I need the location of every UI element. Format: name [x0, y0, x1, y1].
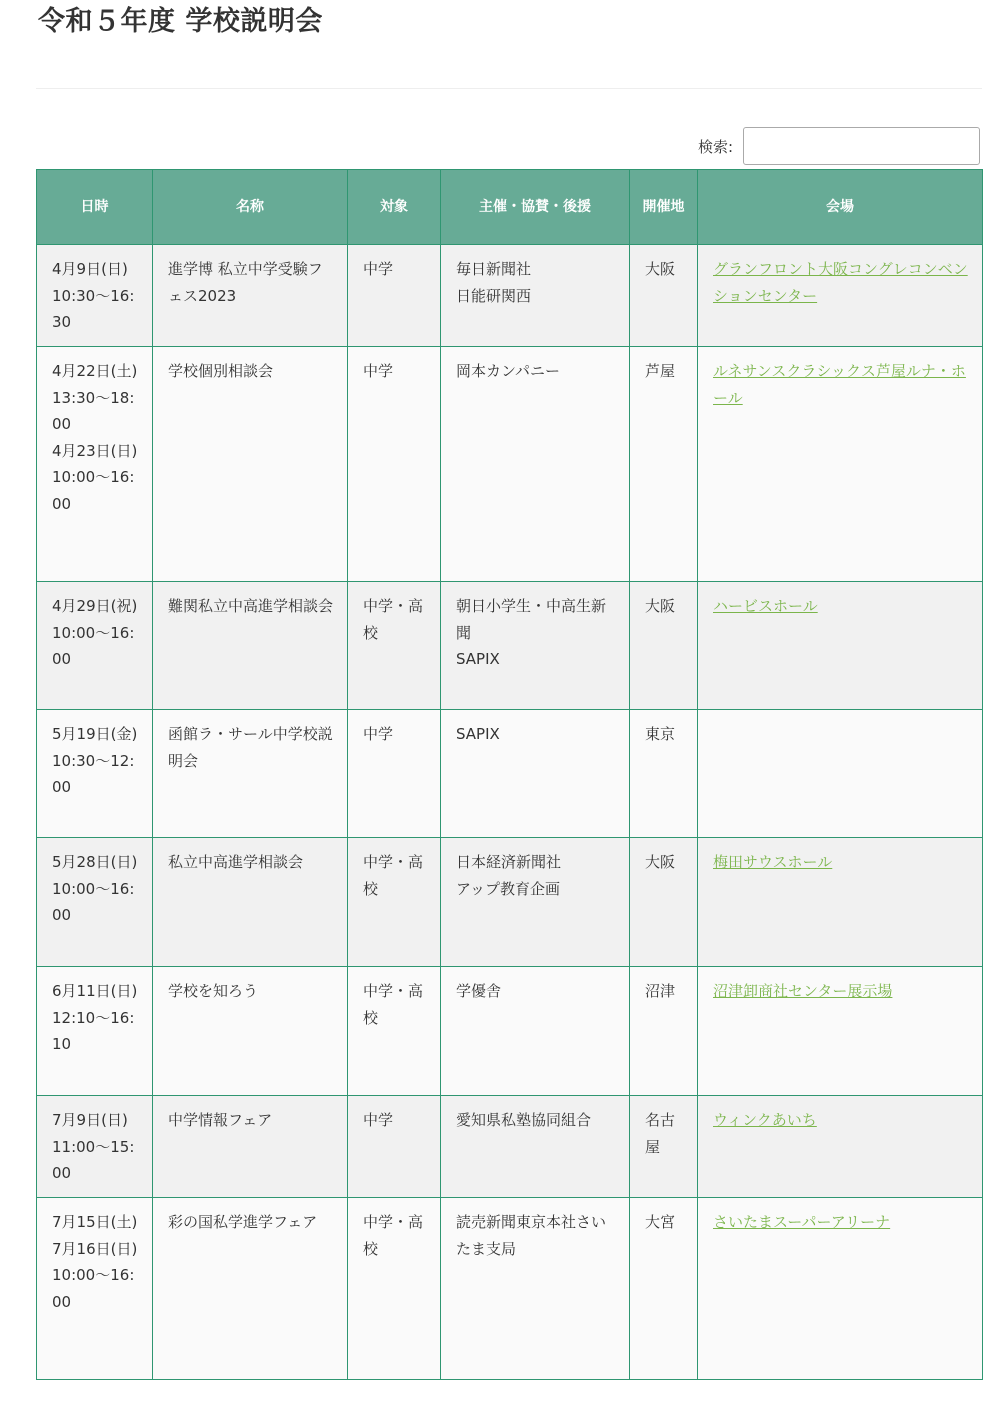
datetime-line: 7月16日(日) — [52, 1239, 138, 1258]
cell-place: 芦屋 — [630, 347, 698, 582]
cell-place: 大阪 — [630, 838, 698, 967]
datetime-line: 11:00～15:00 — [52, 1137, 135, 1182]
cell-place: 名古屋 — [630, 1096, 698, 1198]
organizer-line: 愛知県私塾協同組合 — [456, 1111, 592, 1129]
table-header — [37, 170, 983, 245]
table-row — [37, 967, 983, 1096]
cell-datetime — [37, 347, 153, 582]
cell-datetime — [37, 967, 153, 1096]
table-row — [37, 1096, 983, 1198]
cell-datetime — [37, 582, 153, 710]
table-row — [37, 347, 983, 582]
cell-target: 中学 — [348, 710, 441, 838]
cell-organizer — [441, 838, 630, 967]
cell-organizer — [441, 1198, 630, 1380]
cell-name: 彩の国私学進学フェア — [153, 1198, 348, 1380]
datetime-line: 4月22日(土) — [52, 362, 138, 380]
datetime-line: 12:10～16:10 — [52, 1008, 135, 1053]
events-table — [36, 169, 983, 1380]
cell-target: 中学・高校 — [348, 1198, 441, 1380]
cell-organizer — [441, 245, 630, 347]
cell-venue — [698, 582, 983, 710]
datetime-line: 13:30～18:00 — [52, 388, 135, 433]
datetime-line: 10:00～16:00 — [52, 623, 135, 668]
cell-venue — [698, 838, 983, 967]
datetime-line: 5月28日(日) — [52, 853, 138, 871]
cell-venue — [698, 245, 983, 347]
table-row — [37, 582, 983, 710]
cell-target: 中学 — [348, 347, 441, 582]
cell-organizer — [441, 582, 630, 710]
venue-link[interactable]: 梅田サウスホール — [713, 853, 833, 871]
cell-organizer — [441, 967, 630, 1096]
cell-organizer — [441, 1096, 630, 1198]
table-row — [37, 838, 983, 967]
cell-datetime — [37, 1198, 153, 1380]
cell-target: 中学・高校 — [348, 838, 441, 967]
cell-name: 学校を知ろう — [153, 967, 348, 1096]
datetime-line: 4月23日(日) — [52, 441, 138, 460]
cell-datetime — [37, 710, 153, 838]
datetime-line: 10:30～16:30 — [52, 286, 135, 331]
datetime-line: 7月9日(日) — [52, 1111, 128, 1129]
cell-name: 難関私立中高進学相談会 — [153, 582, 348, 710]
cell-organizer — [441, 710, 630, 838]
cell-place: 大阪 — [630, 245, 698, 347]
header-organizer[interactable]: 主催・協賛・後援 — [441, 170, 630, 245]
organizer-line: 岡本カンパニー — [456, 362, 560, 380]
cell-venue — [698, 1198, 983, 1380]
datetime-line: 10:00～16:00 — [52, 468, 135, 513]
header-row — [37, 170, 983, 245]
cell-venue — [698, 1096, 983, 1198]
organizer-line: 毎日新聞社 — [456, 260, 532, 278]
datetime-line: 4月29日(祝) — [52, 597, 138, 615]
header-datetime[interactable]: 日時 — [37, 170, 153, 245]
cell-target: 中学 — [348, 1096, 441, 1198]
cell-datetime — [37, 1096, 153, 1198]
cell-name: 中学情報フェア — [153, 1096, 348, 1198]
cell-target: 中学・高校 — [348, 967, 441, 1096]
cell-venue — [698, 967, 983, 1096]
cell-venue — [698, 710, 983, 838]
datetime-line: 10:00～16:00 — [52, 1266, 135, 1311]
cell-place: 沼津 — [630, 967, 698, 1096]
organizer-line: 日本経済新聞社 — [456, 853, 562, 871]
venue-link[interactable]: ウィンクあいち — [713, 1111, 817, 1129]
header-place[interactable]: 開催地 — [630, 170, 698, 245]
cell-name: 函館ラ・サール中学校説明会 — [153, 710, 348, 838]
cell-datetime — [37, 245, 153, 347]
venue-link[interactable]: ルネサンスクラシックス芦屋ルナ・ホール — [713, 362, 966, 407]
cell-name: 学校個別相談会 — [153, 347, 348, 582]
cell-datetime — [37, 838, 153, 967]
table-row — [37, 710, 983, 838]
cell-place: 大宮 — [630, 1198, 698, 1380]
venue-link[interactable]: さいたまスーパーアリーナ — [713, 1213, 891, 1231]
table-row — [37, 1198, 983, 1380]
organizer-line: 朝日小学生・中高生新聞 — [456, 597, 607, 642]
table-row — [37, 245, 983, 347]
datetime-line: 6月11日(日) — [52, 982, 138, 1000]
datetime-line: 4月9日(日) — [52, 260, 128, 278]
organizer-line: SAPIX — [456, 650, 500, 668]
title-divider — [36, 88, 982, 89]
page-title: 令和５年度 学校説明会 — [38, 6, 323, 37]
organizer-line: 日能研関西 — [456, 286, 532, 305]
organizer-line: 学優舎 — [456, 982, 502, 1000]
cell-organizer — [441, 347, 630, 582]
search-input[interactable] — [743, 127, 980, 165]
cell-target: 中学 — [348, 245, 441, 347]
cell-target: 中学・高校 — [348, 582, 441, 710]
organizer-line: アップ教育企画 — [456, 879, 560, 898]
cell-venue — [698, 347, 983, 582]
datetime-line: 7月15日(土) — [52, 1213, 138, 1231]
venue-link[interactable]: 沼津卸商社センター展示場 — [713, 982, 893, 1000]
cell-place: 大阪 — [630, 582, 698, 710]
cell-name: 進学博 私立中学受験フェス2023 — [153, 245, 348, 347]
organizer-line: SAPIX — [456, 725, 500, 743]
datetime-line: 10:30～12:00 — [52, 751, 135, 796]
venue-link[interactable]: グランフロント大阪コングレコンベンションセンター — [713, 260, 968, 305]
header-venue[interactable]: 会場 — [698, 170, 983, 245]
header-target[interactable]: 対象 — [348, 170, 441, 245]
cell-name: 私立中高進学相談会 — [153, 838, 348, 967]
cell-place: 東京 — [630, 710, 698, 838]
organizer-line: 読売新聞東京本社さいたま支局 — [456, 1213, 607, 1258]
datetime-line: 10:00～16:00 — [52, 879, 135, 924]
table-body — [37, 245, 983, 1380]
search-label: 検索: — [697, 137, 733, 156]
search-bar — [698, 126, 980, 166]
venue-link[interactable]: ハービスホール — [713, 597, 818, 615]
datetime-line: 5月19日(金) — [52, 725, 138, 743]
header-name[interactable]: 名称 — [153, 170, 348, 245]
